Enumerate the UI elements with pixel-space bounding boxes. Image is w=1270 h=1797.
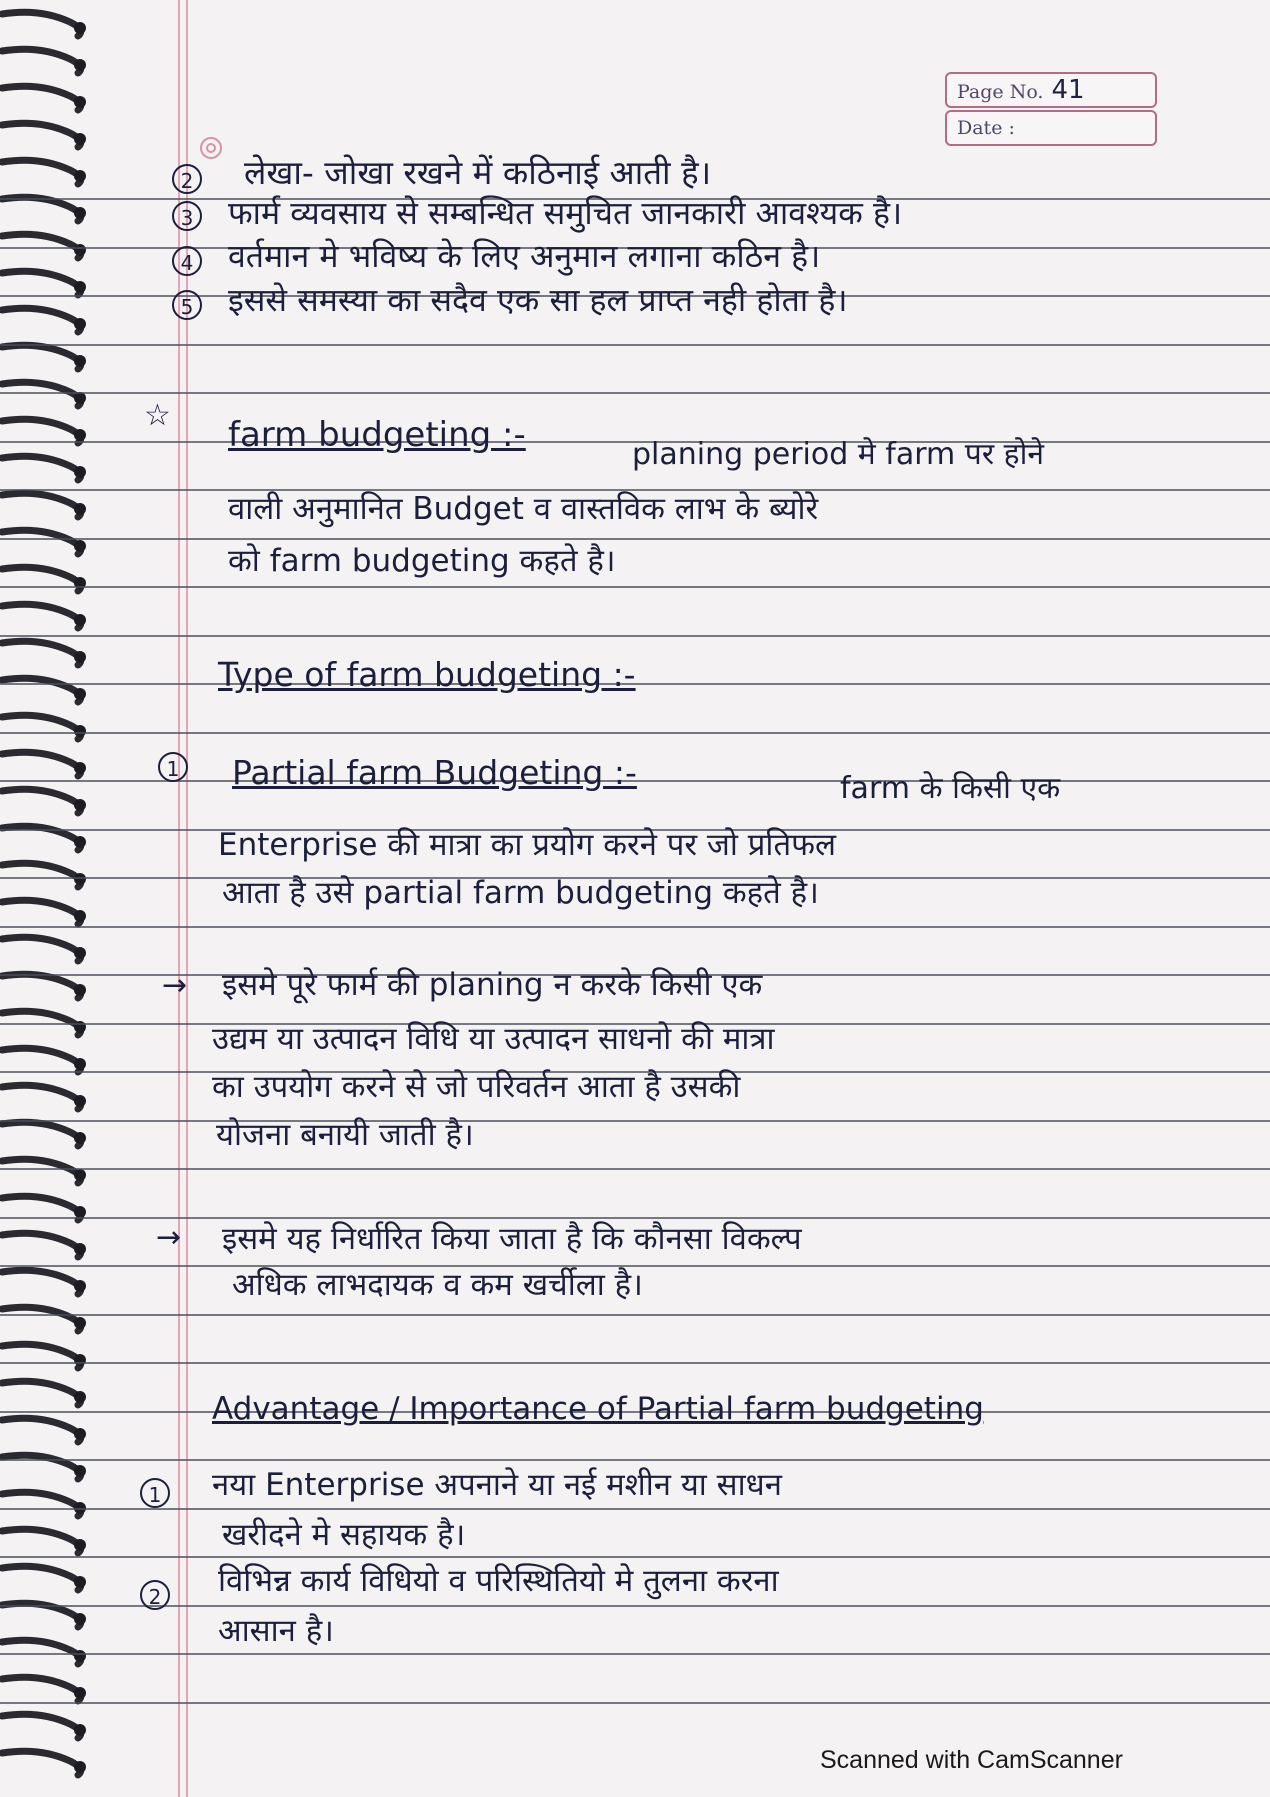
handwritten-line: उद्यम या उत्पादन विधि या उत्पादन साधनो की मात्रा [212, 1021, 775, 1057]
handwritten-line: इसमे यह निर्धारित किया जाता है कि कौनसा विकल्प [222, 1221, 802, 1257]
section-heading: Type of farm budgeting :- [218, 655, 636, 694]
spiral-hole [74, 1539, 86, 1551]
spiral-hole [74, 1428, 86, 1440]
spiral-hole [74, 355, 86, 367]
spiral-ring [2, 715, 81, 739]
handwritten-line: farm के किसी एक [840, 771, 1061, 806]
spiral-ring [2, 604, 81, 628]
ruled-line [0, 926, 1270, 928]
spiral-ring [2, 1751, 81, 1775]
list-marker: 3 [172, 201, 202, 231]
spiral-hole [74, 318, 86, 330]
ruled-line [0, 1605, 1270, 1607]
spiral-hole [74, 984, 86, 996]
spiral-hole [74, 1761, 86, 1773]
spiral-hole [74, 762, 86, 774]
handwritten-line: नया Enterprise अपनाने या नई मशीन या साधन [212, 1467, 782, 1503]
spiral-ring [2, 308, 81, 332]
spiral-hole [74, 207, 86, 219]
spiral-hole [74, 1280, 86, 1292]
list-marker: 5 [172, 290, 202, 320]
ruled-line [0, 732, 1270, 734]
arrow-bullet-icon: → [162, 968, 188, 1003]
spiral-hole [74, 947, 86, 959]
spiral-ring [2, 49, 81, 73]
ruled-line [0, 1314, 1270, 1316]
spiral-hole [74, 244, 86, 256]
spiral-ring [2, 1714, 81, 1738]
spiral-ring [2, 123, 81, 147]
list-marker: 1 [158, 752, 188, 782]
ruled-line [0, 1459, 1270, 1461]
spiral-ring [2, 1159, 81, 1183]
spiral-ring [2, 1603, 81, 1627]
spiral-hole [74, 799, 86, 811]
spiral-hole [74, 688, 86, 700]
spiral-ring [2, 789, 81, 813]
spiral-binding [0, 0, 110, 1797]
spiral-hole [74, 1576, 86, 1588]
spiral-hole [74, 1687, 86, 1699]
spiral-ring [2, 456, 81, 480]
spiral-hole [74, 1243, 86, 1255]
scanner-watermark: Scanned with CamScanner [820, 1746, 1123, 1774]
date-label: Date : [957, 117, 1015, 139]
handwritten-line: का उपयोग करने से जो परिवर्तन आता है उसकी [212, 1069, 741, 1105]
margin-circle-icon [198, 135, 224, 161]
spiral-hole [74, 59, 86, 71]
ruled-line [0, 1168, 1270, 1170]
spiral-hole [74, 503, 86, 515]
spiral-hole [74, 1132, 86, 1144]
spiral-ring [2, 1566, 81, 1590]
spiral-hole [74, 466, 86, 478]
date-box [945, 110, 1157, 146]
handwritten-line: आसान है। [218, 1613, 334, 1649]
page-number-label: Page No. [957, 81, 1044, 103]
section-heading: Advantage / Importance of Partial farm budgeting [212, 1391, 984, 1427]
spiral-hole [74, 1391, 86, 1403]
spiral-ring [2, 1344, 81, 1368]
spiral-hole [74, 170, 86, 182]
spiral-hole [74, 22, 86, 34]
ruled-line [0, 1217, 1270, 1219]
handwritten-line: फार्म व्यवसाय से सम्बन्धित समुचित जानकारी आवश्यक है। [228, 194, 903, 232]
spiral-hole [74, 873, 86, 885]
spiral-ring [2, 1677, 81, 1701]
spiral-hole [74, 392, 86, 404]
list-marker: 2 [140, 1580, 170, 1610]
ruled-line [0, 344, 1270, 346]
section-heading: farm budgeting :- [228, 415, 526, 455]
handwritten-line: इससे समस्या का सदैव एक सा हल प्राप्त नही होता है। [228, 281, 848, 319]
spiral-ring [2, 197, 81, 221]
spiral-ring [2, 641, 81, 665]
spiral-ring [2, 160, 81, 184]
spiral-hole [74, 1650, 86, 1662]
spiral-ring [2, 1122, 81, 1146]
spiral-hole [74, 133, 86, 145]
spiral-hole [74, 1169, 86, 1181]
spiral-ring [2, 1233, 81, 1257]
arrow-bullet-icon: → [156, 1220, 182, 1255]
ruled-line [0, 635, 1270, 637]
handwritten-line: लेखा- जोखा रखने में कठिनाई आती है। [244, 153, 712, 192]
spiral-hole [74, 96, 86, 108]
handwritten-line: वर्तमान मे भविष्य के लिए अनुमान लगाना कठिन है। [228, 237, 821, 275]
spiral-hole [74, 651, 86, 663]
spiral-ring [2, 345, 81, 369]
spiral-hole [74, 1724, 86, 1736]
spiral-ring [2, 1307, 81, 1331]
spiral-ring [2, 1270, 81, 1294]
spiral-ring [2, 493, 81, 517]
spiral-hole [74, 540, 86, 552]
spiral-ring [2, 678, 81, 702]
ruled-line [0, 538, 1270, 540]
handwritten-line: आता है उसे partial farm budgeting कहते है। [222, 875, 819, 911]
handwritten-line: अधिक लाभदायक व कम खर्चीला है। [232, 1267, 643, 1303]
spiral-ring [2, 752, 81, 776]
ruled-line [0, 1508, 1270, 1510]
spiral-ring [2, 419, 81, 443]
handwritten-line: planing period मे farm पर होने [632, 437, 1044, 472]
spiral-ring [2, 1381, 81, 1405]
ruled-line [0, 586, 1270, 588]
ruled-line [0, 1702, 1270, 1704]
spiral-hole [74, 725, 86, 737]
spiral-ring [2, 530, 81, 554]
spiral-hole [74, 1465, 86, 1477]
handwritten-line: Enterprise की मात्रा का प्रयोग करने पर जो प्रतिफल [218, 827, 837, 863]
spiral-hole [74, 1317, 86, 1329]
spiral-hole [74, 1613, 86, 1625]
spiral-ring [2, 1529, 81, 1553]
spiral-ring [2, 86, 81, 110]
spiral-ring [2, 271, 81, 295]
spiral-ring [2, 1418, 81, 1442]
spiral-hole [74, 1095, 86, 1107]
spiral-hole [74, 614, 86, 626]
handwritten-line: को farm budgeting कहते है। [228, 543, 616, 579]
handwritten-line: खरीदने मे सहायक है। [222, 1517, 466, 1553]
ruled-line [0, 1362, 1270, 1364]
spiral-ring [2, 974, 81, 998]
spiral-ring [2, 1048, 81, 1072]
spiral-hole [74, 910, 86, 922]
spiral-ring [2, 12, 81, 36]
spiral-ring [2, 863, 81, 887]
spiral-hole [74, 429, 86, 441]
spiral-hole [74, 1058, 86, 1070]
list-marker: 4 [172, 246, 202, 276]
page-number-value: 41 [1051, 75, 1085, 105]
section-heading: Partial farm Budgeting :- [232, 753, 637, 792]
list-marker: 1 [140, 1478, 170, 1508]
star-bullet-icon: ☆ [144, 398, 171, 433]
ruled-line [0, 392, 1270, 394]
spiral-ring [2, 1085, 81, 1109]
ruled-line [0, 1120, 1270, 1122]
spiral-hole [74, 1354, 86, 1366]
handwritten-line: विभिन्न कार्य विधियो व परिस्थितियो मे तुलना करना [218, 1563, 779, 1599]
ruled-line [0, 1556, 1270, 1558]
page-number-box [945, 72, 1157, 108]
spiral-ring [2, 1492, 81, 1516]
handwritten-line: वाली अनुमानित Budget व वास्तविक लाभ के ब्योरे [228, 491, 819, 527]
spiral-hole [74, 281, 86, 293]
handwritten-line: योजना बनायी जाती है। [216, 1117, 474, 1153]
spiral-ring [2, 900, 81, 924]
spiral-ring [2, 382, 81, 406]
handwritten-line: इसमे पूरे फार्म की planing न करके किसी एक [222, 967, 763, 1003]
list-marker: 2 [172, 164, 202, 194]
spiral-ring [2, 937, 81, 961]
ruled-line [0, 1653, 1270, 1655]
spiral-hole [74, 836, 86, 848]
